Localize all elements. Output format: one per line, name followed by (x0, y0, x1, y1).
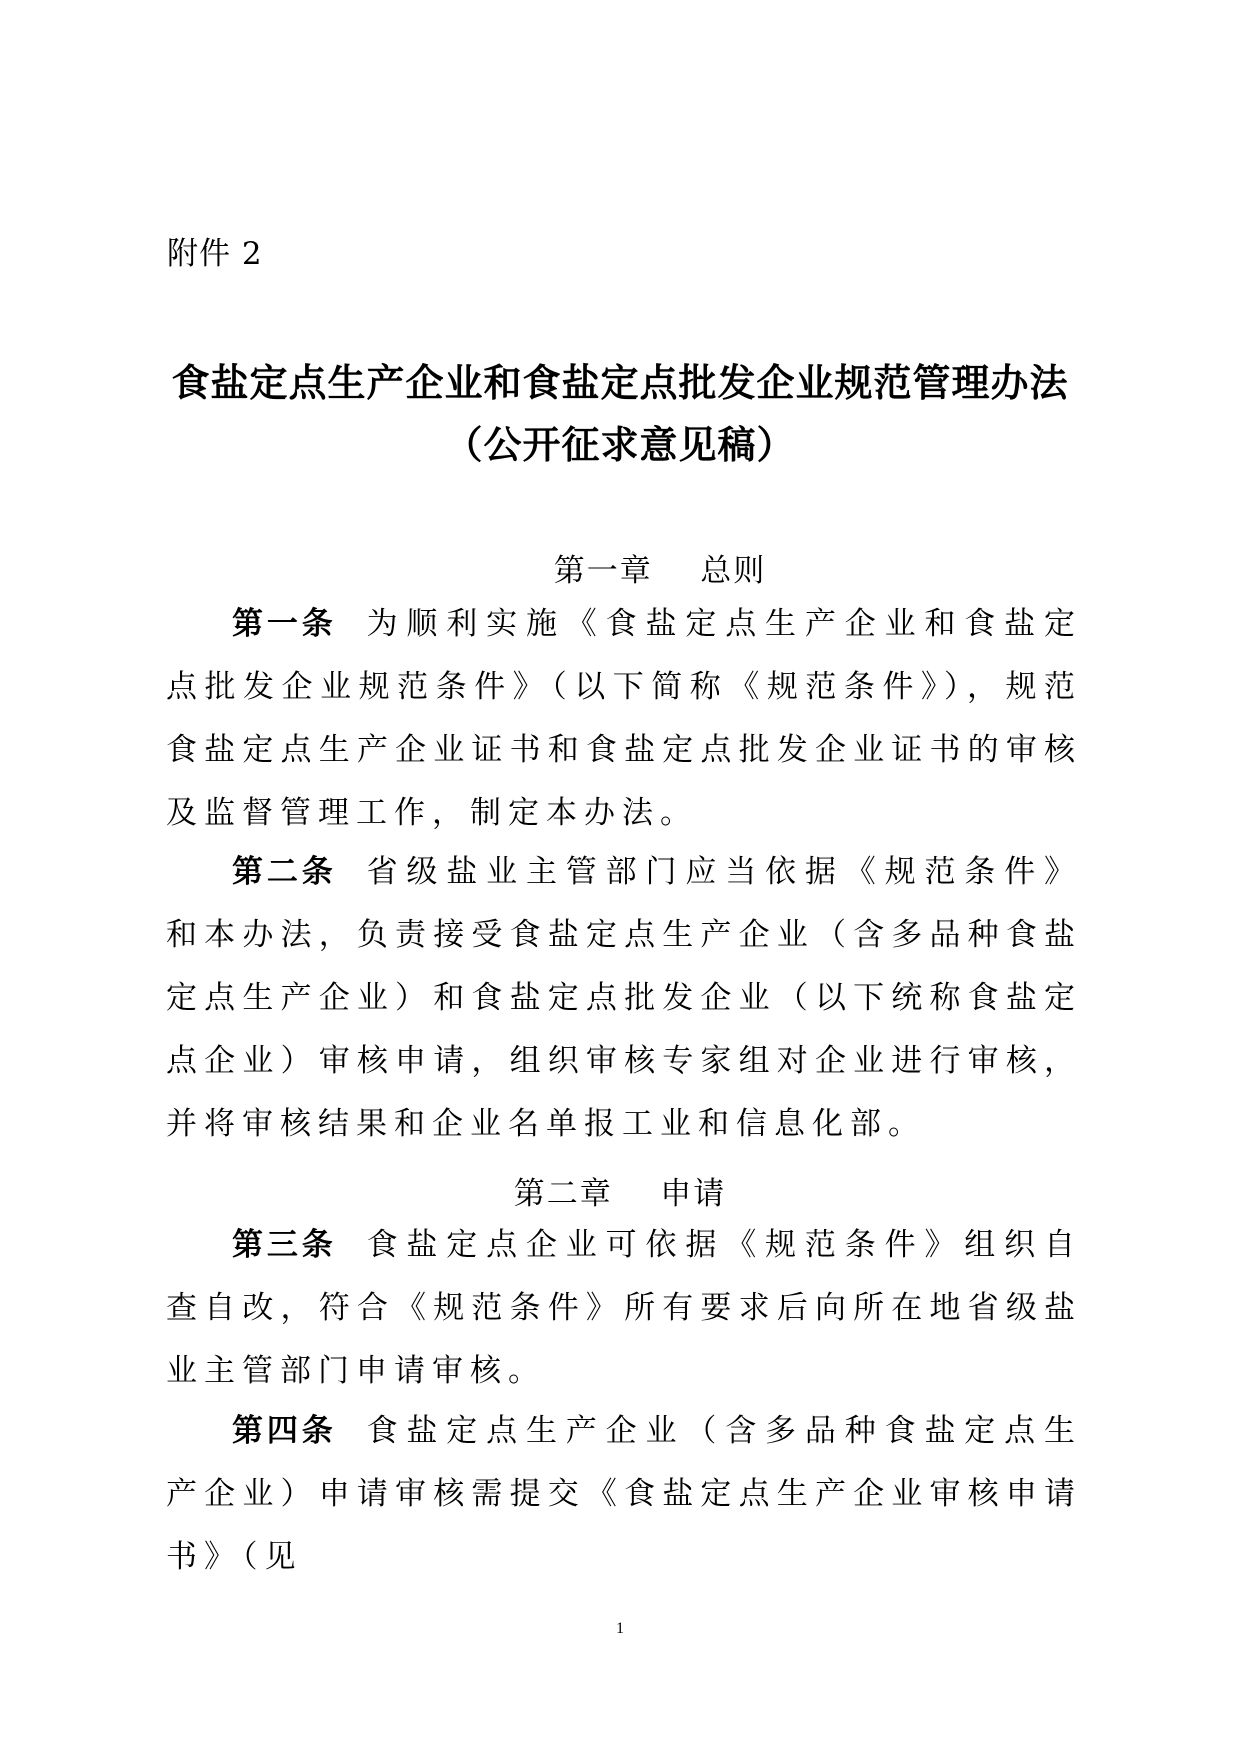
article-label: 第四条 (232, 1413, 337, 1449)
article-text: 为顺利实施《食盐定点生产企业和食盐定点批发企业规范条件》（以下简称《规范条件》），规范食盐定点生产企业证书和食盐定点批发企业证书的审核及监督管理工作，制定本办法。 (166, 606, 1083, 831)
article-text: 食盐定点企业可依据《规范条件》组织自查自改，符合《规范条件》所有要求后向所在地省级盐业主管部门申请审核。 (166, 1227, 1083, 1389)
chapter-heading-1: 第一章 总则 (553, 553, 767, 589)
article-3 (166, 1214, 1082, 1403)
document-title-line2: （公开征求意见稿） (444, 423, 796, 467)
page-number: 1 (616, 1620, 624, 1637)
article-text: 省级盐业主管部门应当依据《规范条件》和本办法，负责接受食盐定点生产企业（含多品种食盐定点生产企业）和食盐定点批发企业（以下统称食盐定点企业）审核申请，组织审核专家组对企业进行审核，并将审核结果和企业名单报工业和信息化部。 (166, 854, 1083, 1142)
article-label: 第一条 (232, 606, 337, 642)
attachment-label: 附件 2 (167, 236, 263, 272)
article-label: 第二条 (232, 854, 337, 890)
article-4 (166, 1400, 1082, 1589)
article-2 (166, 841, 1082, 1156)
article-1 (166, 593, 1082, 845)
document-title-line1: 食盐定点生产企业和食盐定点批发企业规范管理办法 (171, 361, 1069, 405)
article-text: 食盐定点生产企业（含多品种食盐定点生产企业）申请审核需提交《食盐定点生产企业审核申请书》（见 (166, 1413, 1083, 1575)
chapter-heading-2: 第二章 申请 (513, 1176, 727, 1212)
article-label: 第三条 (232, 1227, 337, 1263)
